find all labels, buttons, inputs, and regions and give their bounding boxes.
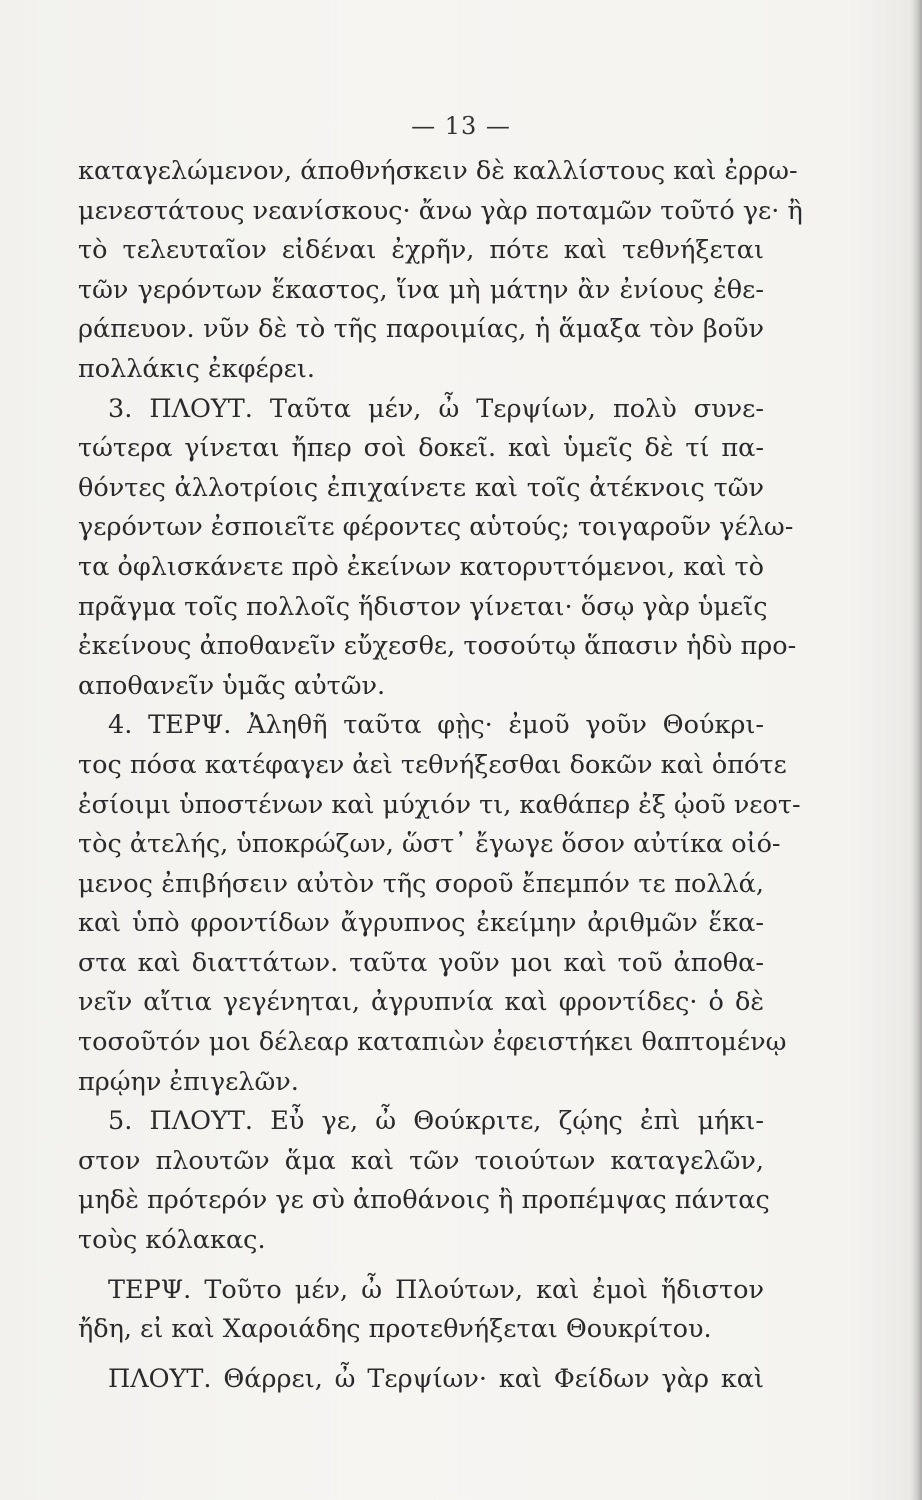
text-line: τὸς ἀτελής, ὑποκρώζων, ὥστ᾽ ἔγωγε ὅσον αὐτίκα οἰό- — [78, 829, 781, 860]
text-line: μενεστάτους νεανίσκους· ἄνω γὰρ ποταμῶν τοῦτό γε· ἢ — [78, 195, 803, 226]
text-line: ἤδη, εἰ καὶ Χαροιάδης προτεθνήξεται Θουκρίτου. — [78, 1314, 712, 1345]
text-line: ΤΕΡΨ. Τοῦτο μέν, ὦ Πλούτων, καὶ ἐμοὶ ἥδιστον — [108, 1274, 764, 1305]
paragraph — [78, 1360, 764, 1400]
text-line: τα ὀφλισκάνετε πρὸ ἐκείνων κατορυττόμενοι, καὶ τὸ — [78, 551, 764, 582]
text-line: αποθανεῖν ὑμᾶς αὐτῶν. — [78, 670, 386, 701]
paragraph — [78, 390, 797, 707]
text-line: ἐσίοιμι ὑποστένων καὶ μύχιόν τι, καθάπερ ἐξ ᾠοῦ νεοτ- — [78, 789, 801, 820]
text-line: τος πόσα κατέφαγεν ἀεὶ τεθνήξεσθαι δοκῶν καὶ ὁπότε — [78, 749, 787, 780]
text-line: μενος ἐπιβήσειν αὐτὸν τῆς σοροῦ ἔπεμπόν τε πολλά, — [78, 868, 764, 899]
text-line: ἐκείνους ἀποθανεῖν εὔχεσθε, τοσούτῳ ἅπασιν ἡδὺ προ- — [78, 631, 797, 662]
text-line: πρῴην ἐπιγελῶν. — [78, 1066, 299, 1097]
text-line: τῶν γερόντων ἕκαστος, ἵνα μὴ μάτην ἂν ἐνίους ἐθε- — [78, 274, 764, 305]
paragraph — [78, 1271, 764, 1350]
text-line: θόντες ἀλλοτρίοις ἐπιχαίνετε καὶ τοῖς ἀτέκνοις τῶν — [78, 472, 764, 503]
text-line: μηδὲ πρότερόν γε σὺ ἀποθάνοις ἢ προπέμψας πάντας — [78, 1185, 770, 1216]
paragraph-gap — [78, 1350, 764, 1360]
text-line: ΠΛΟΥΤ. Θάρρει, ὦ Τερψίων· καὶ Φείδων γὰρ καὶ — [108, 1363, 764, 1394]
page-edge-shadow — [910, 0, 922, 1500]
text-line: τοὺς κόλακας. — [78, 1225, 266, 1256]
text-line: καὶ ὑπὸ φροντίδων ἄγρυπνος ἐκείμην ἀριθμῶν ἕκα- — [78, 908, 764, 939]
page-number: — 13 — — [411, 112, 511, 140]
paragraph — [78, 1102, 770, 1260]
text-line: γερόντων ἐσποιεῖτε φέροντες αὑτούς; τοιγαροῦν γέλω- — [78, 512, 794, 543]
paragraph-gap — [78, 1261, 764, 1271]
text-line: πολλάκις ἐκφέρει. — [78, 353, 315, 384]
text-line: τὸ τελευταῖον εἰδέναι ἐχρῆν, πότε καὶ τεθνήξεται — [78, 235, 764, 266]
text-line: 3. ΠΛΟΥΤ. Ταῦτα μέν, ὦ Τερψίων, πολὺ συνε- — [108, 393, 764, 424]
text-line: 4. ΤΕΡΨ. Ἀληθῆ ταῦτα φῂς· ἐμοῦ γοῦν Θούκρι- — [108, 710, 764, 741]
text-line: ράπευον. νῦν δὲ τὸ τῆς παροιμίας, ἡ ἅμαξα τὸν βοῦν — [78, 314, 764, 345]
text-line: τοσοῦτόν μοι δέλεαρ καταπιὼν ἐφειστήκει θαπτομένῳ — [78, 1027, 787, 1058]
text-line: 5. ΠΛΟΥΤ. Εὖ γε, ὦ Θούκριτε, ζῴης ἐπὶ μήκι- — [108, 1106, 764, 1137]
text-line: πρᾶγμα τοῖς πολλοῖς ἥδιστον γίνεται· ὅσῳ γὰρ ὑμεῖς — [78, 591, 768, 622]
text-line: στα καὶ διαττάτων. ταῦτα γοῦν μοι καὶ τοῦ ἀποθα- — [78, 947, 764, 978]
text-line: τώτερα γίνεται ἤπερ σοὶ δοκεῖ. καὶ ὑμεῖς δὲ τί πα- — [78, 433, 764, 464]
text-line: στον πλουτῶν ἅμα καὶ τῶν τοιούτων καταγελῶν, — [78, 1145, 764, 1176]
body-text — [78, 152, 803, 1399]
paragraph — [78, 706, 801, 1102]
text-line: νεῖν αἴτια γεγένηται, ἀγρυπνία καὶ φροντίδες· ὁ δὲ — [78, 987, 764, 1018]
text-line: καταγελώμενον, άποθνήσκειν δὲ καλλίστους καὶ ἐρρω- — [78, 156, 798, 186]
paragraph — [78, 152, 803, 390]
